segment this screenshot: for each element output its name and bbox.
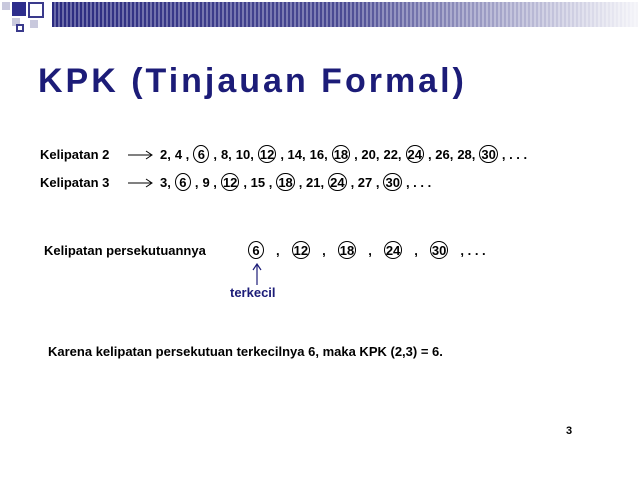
right-arrow-icon [128, 178, 154, 188]
sequence-text: 9 , [202, 175, 217, 190]
sequence-text: , 20, [354, 147, 380, 162]
sequence-text: , [368, 243, 372, 258]
circled-number: 18 [278, 175, 293, 190]
sequence-text: 4 , [174, 147, 190, 162]
deco-square [28, 2, 44, 18]
sequence-text: , [276, 243, 280, 258]
sequence [248, 241, 498, 261]
sequence-text: , . . . [501, 147, 528, 162]
common-label: Kelipatan persekutuannya [44, 243, 206, 258]
sequence-text: , 26, [428, 147, 454, 162]
circled-number: 24 [385, 243, 401, 258]
circled-number: 30 [481, 147, 496, 162]
right-arrow-icon [128, 150, 154, 160]
deco-square [12, 2, 26, 16]
slide-title: KPK (Tinjauan Formal) [38, 62, 467, 100]
circled-number: 30 [385, 175, 400, 190]
sequence-text: , 15 , [243, 175, 273, 190]
circled-number: 24 [407, 147, 423, 162]
sequence-text: , 14, [280, 147, 306, 162]
sequence-text: , [414, 243, 418, 258]
circled-number: 12 [293, 243, 309, 258]
sequence-text: 3, [160, 175, 171, 190]
row-label: Kelipatan 2 [40, 147, 110, 162]
sequence-text: , [213, 147, 217, 162]
up-arrow-icon [252, 263, 262, 285]
deco-square [2, 2, 10, 10]
page-number: 3 [566, 425, 573, 437]
circled-number: 12 [259, 147, 275, 162]
sequence [160, 173, 435, 193]
row-label: Kelipatan 3 [40, 175, 110, 190]
circled-number: 18 [339, 243, 355, 258]
sequence [160, 145, 531, 165]
deco-square [30, 20, 38, 28]
conclusion-text: Karena kelipatan persekutuan terkecilnya 6, maka KPK (2,3) = 6. [48, 344, 443, 359]
sequence-text: 16, [309, 147, 328, 162]
sequence-text: , [194, 175, 199, 190]
sequence-text: , 27 , [350, 175, 380, 190]
circled-number: 18 [333, 147, 349, 162]
circled-number: 12 [222, 175, 238, 190]
sequence-text: 2, [160, 147, 171, 162]
sequence-text: 22, [383, 147, 402, 162]
header-stripe-bar [52, 2, 638, 27]
smallest-label: terkecil [230, 285, 276, 300]
sequence-text: , . . . [405, 175, 432, 190]
deco-square [16, 24, 24, 32]
circled-number: 6 [248, 241, 264, 259]
sequence-text: , 21, [298, 175, 325, 190]
circled-number: 6 [193, 145, 209, 163]
circled-number: 30 [431, 243, 447, 258]
circled-number: 24 [330, 175, 345, 190]
circled-number: 6 [175, 173, 191, 191]
sequence-text: , [322, 243, 326, 258]
sequence-text: 10, [235, 147, 254, 162]
sequence-text: 8, [220, 147, 232, 162]
sequence-text: , . . . [460, 243, 486, 258]
sequence-text: 28, [457, 147, 476, 162]
header-decoration [0, 0, 50, 40]
